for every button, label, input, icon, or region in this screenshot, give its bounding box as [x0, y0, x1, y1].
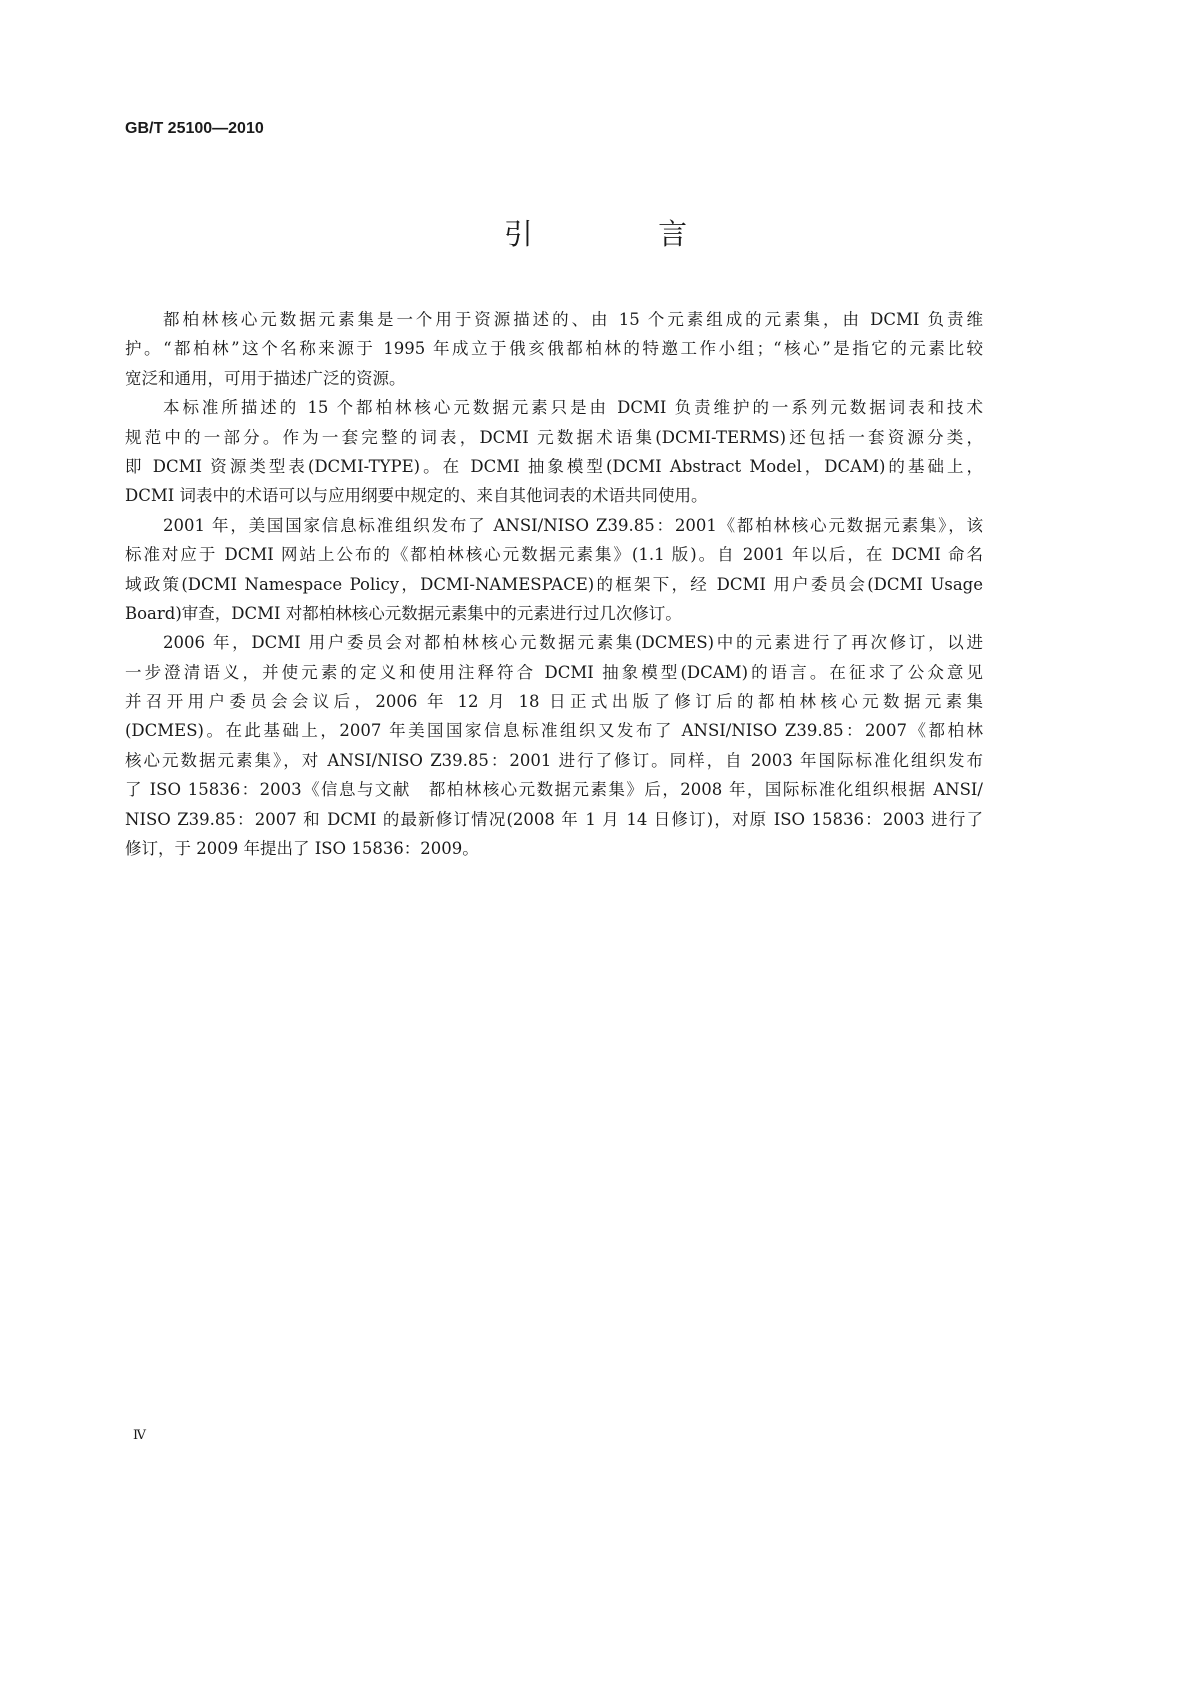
page-title: 引 言 — [503, 217, 746, 251]
paragraph-line: 2006 年，DCMI 用户委员会对都柏林核心元数据元素集(DCMES)中的元素进行了再次修订，以进 — [163, 633, 983, 653]
document-body — [125, 305, 983, 863]
paragraph-line: Board)审查，DCMI 对都柏林核心元数据元素集中的元素进行过几次修订。 — [125, 603, 682, 623]
paragraph-line: 标准对应于 DCMI 网站上公布的《都柏林核心元数据元素集》(1.1 版)。自 2001 年以后，在 DCMI 命名 — [125, 545, 983, 565]
paragraph-line: NISO Z39.85：2007 和 DCMI 的最新修订情况(2008 年 1 月 14 日修订)，对原 ISO 15836：2003 进行了 — [125, 809, 983, 829]
paragraph-line: 宽泛和通用，可用于描述广泛的资源。 — [125, 368, 406, 388]
paragraph-line: 即 DCMI 资源类型表(DCMI-TYPE)。在 DCMI 抽象模型(DCMI Abstract Model，DCAM)的基础上， — [125, 456, 983, 476]
paragraph — [125, 305, 983, 393]
standard-code: GB/T 25100—2010 — [125, 120, 264, 137]
paragraph — [125, 628, 983, 863]
paragraph-line: DCMI 词表中的术语可以与应用纲要中规定的、来自其他词表的术语共同使用。 — [125, 486, 708, 506]
paragraph-line: 修订，于 2009 年提出了 ISO 15836：2009。 — [125, 839, 479, 859]
paragraph-line: 并召开用户委员会会议后，2006 年 12 月 18 日正式出版了修订后的都柏林核心元数据元素集 — [125, 692, 983, 712]
paragraph-line: 本标准所描述的 15 个都柏林核心元数据元素只是由 DCMI 负责维护的一系列元数据词表和技术 — [163, 398, 983, 418]
paragraph-line: (DCMES)。在此基础上，2007 年美国国家信息标准组织又发布了 ANSI/NISO Z39.85：2007《都柏林 — [125, 721, 983, 741]
paragraph-line: 规范中的一部分。作为一套完整的词表，DCMI 元数据术语集(DCMI-TERMS)还包括一套资源分类， — [125, 427, 983, 447]
paragraph-line: 一步澄清语义，并使元素的定义和使用注释符合 DCMI 抽象模型(DCAM)的语言。在征求了公众意见 — [125, 662, 983, 682]
standard-code-header — [125, 120, 264, 138]
paragraph-line: 了 ISO 15836：2003《信息与文献 都柏林核心元数据元素集》后，2008 年，国际标准化组织根据 ANSI/ — [125, 780, 983, 800]
paragraph — [125, 511, 983, 629]
paragraph-line: 2001 年，美国国家信息标准组织发布了 ANSI/NISO Z39.85：2001《都柏林核心元数据元素集》，该 — [163, 515, 983, 535]
page-number: Ⅳ — [133, 1428, 146, 1443]
paragraph — [125, 393, 983, 511]
paragraph-line: 都柏林核心元数据元素集是一个用于资源描述的、由 15 个元素组成的元素集，由 DCMI 负责维 — [163, 310, 983, 329]
paragraph-line: 护。“都柏林”这个名称来源于 1995 年成立于俄亥俄都柏林的特邀工作小组；“核心”是指它的元素比较 — [125, 339, 983, 359]
paragraph-line: 核心元数据元素集》，对 ANSI/NISO Z39.85：2001 进行了修订。同样，自 2003 年国际标准化组织发布 — [125, 750, 983, 770]
paragraph-line: 域政策(DCMI Namespace Policy，DCMI-NAMESPACE)的框架下，经 DCMI 用户委员会(DCMI Usage — [125, 574, 983, 594]
